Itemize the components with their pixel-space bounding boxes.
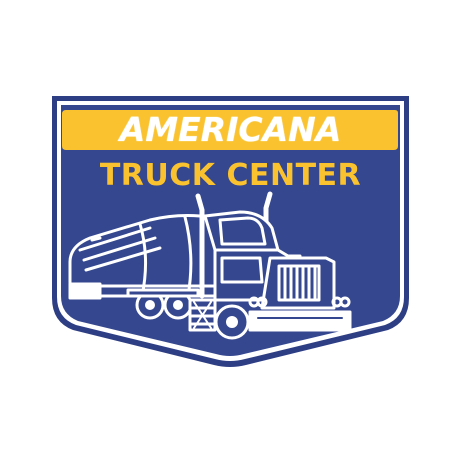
- brand-name: AMERICANA: [119, 109, 342, 149]
- brand-tagline: TRUCK CENTER: [99, 157, 362, 193]
